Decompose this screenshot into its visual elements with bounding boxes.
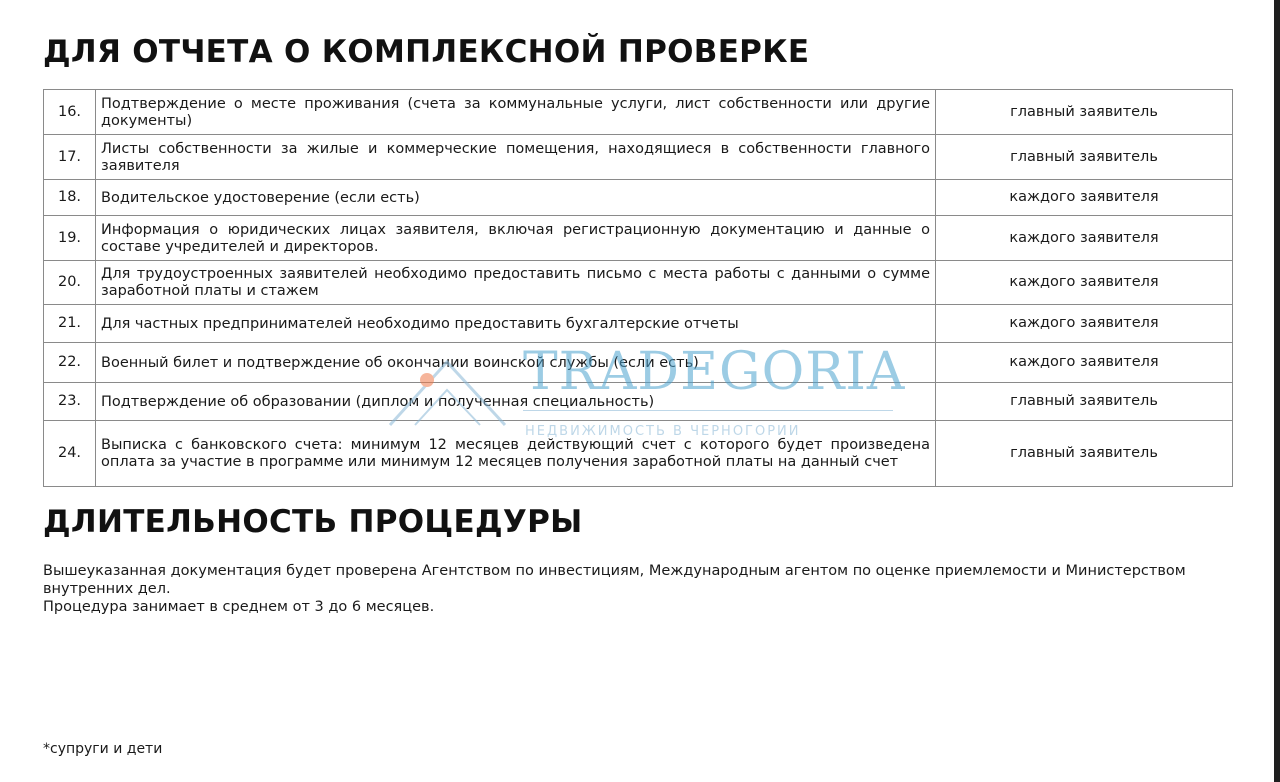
- row-applicant: каждого заявителя: [936, 180, 1233, 216]
- row-applicant: главный заявитель: [936, 90, 1233, 135]
- row-document: Подтверждение об образовании (диплом и полученная специальность): [96, 383, 936, 421]
- row-number: 21.: [44, 305, 96, 343]
- row-applicant: каждого заявителя: [936, 305, 1233, 343]
- table-row: [44, 261, 1233, 305]
- row-number: 24.: [44, 421, 96, 487]
- procedure-paragraph-1: Вышеуказанная документация будет проверена Агентством по инвестициям, Международным агентом по оценке приемлемости и Министерством внутренних дел.: [43, 563, 1186, 597]
- footnote: *супруги и дети: [43, 741, 163, 757]
- table-row: [44, 343, 1233, 383]
- row-applicant: каждого заявителя: [936, 261, 1233, 305]
- row-number: 19.: [44, 216, 96, 261]
- row-document: Листы собственности за жилые и коммерческие помещения, находящиеся в собственности главного заявителя: [96, 135, 936, 180]
- due-diligence-title: ДЛЯ ОТЧЕТА О КОМПЛЕКСНОЙ ПРОВЕРКЕ: [43, 34, 810, 70]
- procedure-duration-title: ДЛИТЕЛЬНОСТЬ ПРОЦЕДУРЫ: [43, 504, 583, 540]
- documents-table-body: [44, 90, 1233, 487]
- table-row: [44, 421, 1233, 487]
- table-row: [44, 180, 1233, 216]
- watermark-brand: TRADEGORIA: [523, 342, 906, 402]
- procedure-description: [43, 562, 1238, 616]
- row-document: Водительское удостоверение (если есть): [96, 180, 936, 216]
- row-document: Подтверждение о месте проживания (счета за коммунальные услуги, лист собственности или другие документы): [96, 90, 936, 135]
- row-document: Для трудоустроенных заявителей необходимо предоставить письмо с места работы с данными о сумме заработной платы и стажем: [96, 261, 936, 305]
- row-number: 18.: [44, 180, 96, 216]
- row-document: Информация о юридических лицах заявителя, включая регистрационную документацию и данные о составе учредителей и директоров.: [96, 216, 936, 261]
- row-applicant: главный заявитель: [936, 383, 1233, 421]
- row-applicant: главный заявитель: [936, 421, 1233, 487]
- row-applicant: каждого заявителя: [936, 343, 1233, 383]
- table-row: [44, 383, 1233, 421]
- table-row: [44, 135, 1233, 180]
- procedure-paragraph-2: Процедура занимает в среднем от 3 до 6 месяцев.: [43, 599, 435, 615]
- page-edge-shadow: [1274, 0, 1280, 782]
- documents-table: [43, 89, 1233, 487]
- row-document: Для частных предпринимателей необходимо предоставить бухгалтерские отчеты: [96, 305, 936, 343]
- watermark-tagline: НЕДВИЖИМОСТЬ В ЧЕРНОГОРИИ: [525, 424, 801, 439]
- row-applicant: каждого заявителя: [936, 216, 1233, 261]
- table-row: [44, 216, 1233, 261]
- row-document: Выписка с банковского счета: минимум 12 месяцев действующий счет с которого будет произведена оплата за участие в программе или минимум 12 месяцев получения заработной платы на данный счет: [96, 421, 936, 487]
- row-number: 23.: [44, 383, 96, 421]
- row-applicant: главный заявитель: [936, 135, 1233, 180]
- table-row: [44, 90, 1233, 135]
- row-number: 20.: [44, 261, 96, 305]
- table-row: [44, 305, 1233, 343]
- row-number: 22.: [44, 343, 96, 383]
- row-number: 16.: [44, 90, 96, 135]
- row-document: Военный билет и подтверждение об окончании воинской службы (если есть): [96, 343, 936, 383]
- row-number: 17.: [44, 135, 96, 180]
